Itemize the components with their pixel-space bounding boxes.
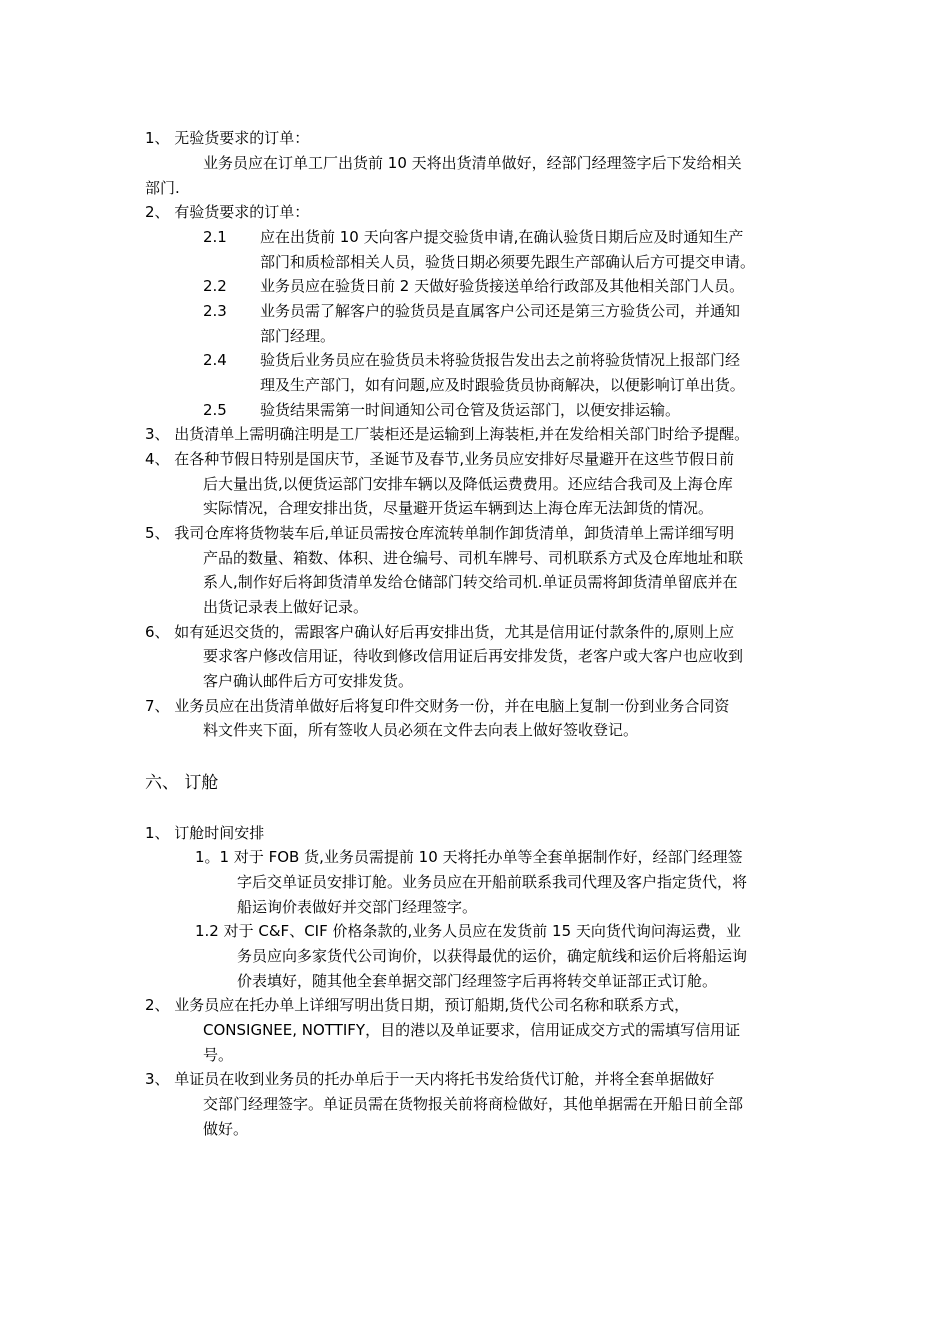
item-1-title: 1、 无验货要求的订单：	[145, 129, 310, 147]
subitem-2-1-text: 应在出货前 10 天向客户提交验货申请,在确认验货日期后应及时通知生产	[260, 228, 744, 246]
item-6-text: 6、 如有延迟交货的，需跟客户确认好后再安排出货，尤其是信用证付款条件的,原则上应	[145, 623, 735, 641]
subitem-2-3-text: 业务员需了解客户的验货员是直属客户公司还是第三方验货公司，并通知	[260, 302, 741, 320]
item-7-text-cont: 料文件夹下面，所有签收人员必须在文件去向表上做好签收登记。	[203, 721, 639, 739]
item-2-title: 2、 有验货要求的订单：	[145, 203, 310, 221]
subitem-number: 2.2	[203, 277, 227, 295]
subitem-number: 2.1	[203, 228, 227, 246]
item-5-text: 5、 我司仓库将货物装车后,单证员需按仓库流转单制作卸货清单，卸货清单上需详细写明	[145, 524, 735, 542]
booking-subitem-1-1-text: 1。1 对于 FOB 货,业务员需提前 10 天将托办单等全套单据制作好，经部门经理签	[195, 848, 743, 866]
booking-item-1-title: 1、 订舱时间安排	[145, 824, 265, 842]
booking-subitem-1-2-text-cont: 务员应向多家货代公司询价，以获得最优的运价，确定航线和运价后将船运询	[237, 947, 748, 965]
booking-item-2-text-cont: CONSIGNEE, NOTTIFY，目的港以及单证要求，信用证成交方式的需填写信用证	[203, 1021, 741, 1039]
subitem-2-2-text: 业务员应在验货日前 2 天做好验货接送单给行政部及其他相关部门人员。	[260, 277, 745, 295]
item-4-text-cont: 后大量出货,以便货运部门安排车辆以及降低运费费用。还应结合我司及上海仓库	[203, 475, 733, 493]
booking-subitem-1-2-text: 1.2 对于 C&F、CIF 价格条款的,业务人员应在发货前 15 天向货代询问海运费，业	[195, 922, 741, 940]
booking-item-3-text-cont: 交部门经理签字。单证员需在货物报关前将商检做好，其他单据需在开船日前全部	[203, 1095, 744, 1113]
subitem-2-1-text-cont: 部门和质检部相关人员，验货日期必须要先跟生产部确认后方可提交申请。	[260, 253, 756, 271]
booking-item-2-text-cont: 号。	[203, 1046, 234, 1064]
item-5-text-cont: 产品的数量、箱数、体积、进仓编号、司机车牌号、司机联系方式及仓库地址和联	[203, 549, 744, 567]
subitem-2-4-text-cont: 理及生产部门，如有问题,应及时跟验货员协商解决，以便影响订单出货。	[260, 376, 745, 394]
item-3-text: 3、 出货清单上需明确注明是工厂装柜还是运输到上海装柜,并在发给相关部门时给予提醒。	[145, 425, 750, 443]
subitem-2-3-text-cont: 部门经理。	[260, 327, 336, 345]
booking-item-3-text: 3、 单证员在收到业务员的托办单后于一天内将托书发给货代订舱，并将全套单据做好	[145, 1070, 715, 1088]
booking-subitem-1-1-text-cont: 船运询价表做好并交部门经理签字。	[237, 898, 478, 916]
item-6-text-cont: 客户确认邮件后方可安排发货。	[203, 672, 414, 690]
subitem-number: 2.4	[203, 351, 227, 369]
subitem-2-5-text: 验货结果需第一时间通知公司仓管及货运部门，以便安排运输。	[260, 401, 681, 419]
subitem-2-4-text: 验货后业务员应在验货员未将验货报告发出去之前将验货情况上报部门经	[260, 351, 741, 369]
item-4-text-cont: 实际情况，合理安排出货，尽量避开货运车辆到达上海仓库无法卸货的情况。	[203, 499, 714, 517]
item-1-text: 业务员应在订单工厂出货前 10 天将出货清单做好，经部门经理签字后下发给相关	[203, 154, 742, 172]
booking-subitem-1-1-text-cont: 字后交单证员安排订舱。业务员应在开船前联系我司代理及客户指定货代，将	[237, 873, 748, 891]
booking-subitem-1-2-text-cont: 价表填好，随其他全套单据交部门经理签字后再将转交单证部正式订舱。	[237, 972, 718, 990]
item-5-text-cont: 出货记录表上做好记录。	[203, 598, 369, 616]
item-6-text-cont: 要求客户修改信用证，待收到修改信用证后再安排发货，老客户或大客户也应收到	[203, 647, 744, 665]
subitem-number: 2.3	[203, 302, 227, 320]
booking-item-2-text: 2、 业务员应在托办单上详细写明出货日期，预订船期,货代公司名称和联系方式，	[145, 996, 690, 1014]
booking-item-3-text-cont: 做好。	[203, 1120, 249, 1138]
item-1-text-cont: 部门.	[145, 179, 180, 197]
item-4-text: 4、 在各种节假日特别是国庆节，圣诞节及春节,业务员应安排好尽量避开在这些节假日前	[145, 450, 735, 468]
item-7-text: 7、 业务员应在出货清单做好后将复印件交财务一份，并在电脑上复制一份到业务合同资	[145, 697, 730, 715]
item-5-text-cont: 系人,制作好后将卸货清单发给仓储部门转交给司机.单证员需将卸货清单留底并在	[203, 573, 738, 591]
subitem-number: 2.5	[203, 401, 227, 419]
section-heading: 六、 订舱	[145, 773, 219, 793]
